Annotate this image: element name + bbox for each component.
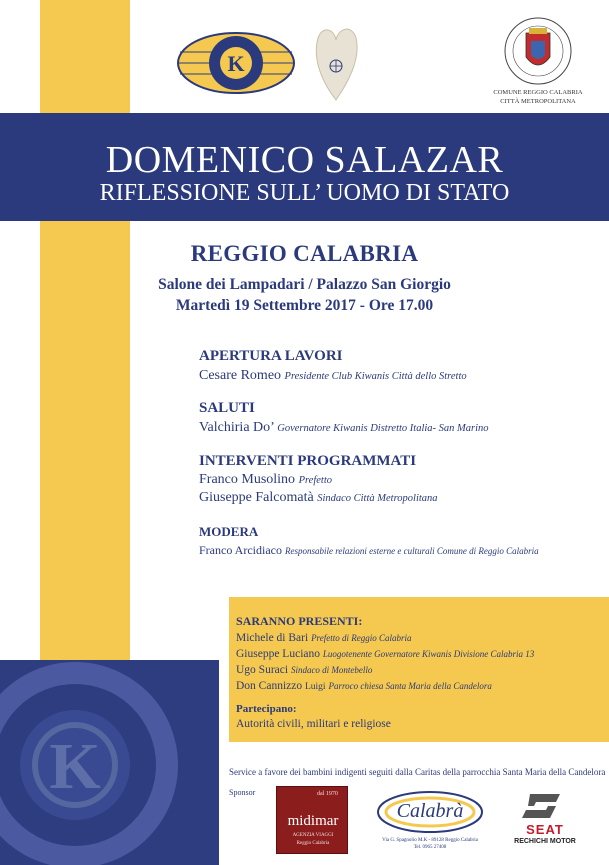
midimar-year: dal 1970 bbox=[317, 791, 338, 797]
person-role: Luogotenente Governatore Kiwanis Divisione Calabria 13 bbox=[322, 649, 535, 659]
heart-logo bbox=[312, 22, 360, 102]
event-city: REGGIO CALABRIA bbox=[190, 241, 419, 266]
presenti-line bbox=[236, 680, 492, 692]
person-role: Responsabile relazioni esterne e culturali Comune di Reggio Calabria bbox=[284, 546, 539, 556]
seat-name: SEAT bbox=[526, 822, 564, 837]
section-heading-modera: MODERA bbox=[199, 524, 259, 539]
person-name: Giuseppe Luciano bbox=[236, 648, 320, 660]
calabra-logo bbox=[376, 786, 484, 856]
calabra-name: Calabrà bbox=[396, 800, 464, 822]
event-title: DOMENICO SALAZAR bbox=[105, 139, 504, 181]
midimar-sub: AGENZIA VIAGGI bbox=[292, 833, 334, 838]
section-heading-apertura: APERTURA LAVORI bbox=[199, 348, 343, 364]
event-subtitle: RIFLESSIONE SULL’ UOMO DI STATO bbox=[99, 180, 510, 206]
person-name: Ugo Suraci bbox=[236, 664, 289, 676]
svg-text:K: K bbox=[227, 51, 245, 76]
seat-dealer: RECHICHI MOTOR bbox=[514, 838, 576, 845]
comune-caption bbox=[478, 88, 598, 106]
person-name: Don Cannizzo bbox=[236, 680, 303, 692]
person-name: Michele di Bari bbox=[236, 632, 309, 644]
partecipano-heading: Partecipano: bbox=[236, 703, 297, 715]
presenti-line bbox=[236, 648, 534, 660]
presenti-line bbox=[236, 664, 372, 676]
person-role: Prefetto di Reggio Calabria bbox=[311, 633, 412, 643]
midimar-logo bbox=[276, 786, 348, 854]
person-role: Governatore Kiwanis Distretto Italia- San Marino bbox=[277, 423, 489, 434]
service-text: Service a favore dei bambini indigenti seguiti dalla Caritas della parrocchia Santa Maria della Candelora bbox=[229, 767, 606, 777]
presenti-line bbox=[236, 632, 411, 644]
program-line bbox=[199, 472, 332, 488]
program-line bbox=[199, 490, 438, 506]
person-role: Sindaco Città Metropolitana bbox=[317, 493, 438, 504]
person-role: Sindaco di Montebello bbox=[290, 665, 373, 675]
calabra-address: Via G. Spagnolio M.K - 89128 Reggio Calabria bbox=[382, 838, 478, 843]
comune-label-2: CITTÀ METROPOLITANA bbox=[500, 98, 576, 105]
event-venue: Salone dei Lampadari / Palazzo San Giorgio bbox=[158, 276, 451, 293]
person-name: Cesare Romeo bbox=[199, 368, 282, 383]
midimar-name: midimar bbox=[287, 813, 339, 829]
midimar-city: Reggio Calabria bbox=[296, 841, 330, 846]
program-line bbox=[199, 420, 489, 436]
program-line bbox=[199, 543, 539, 558]
section-heading-saluti: SALUTI bbox=[199, 400, 255, 416]
person-name: Giuseppe Falcomatà bbox=[199, 490, 314, 505]
person-first-name: Luigi bbox=[304, 682, 326, 692]
person-role: Prefetto bbox=[298, 475, 332, 486]
bottom-kiwanis-panel bbox=[0, 660, 219, 865]
person-name: Valchiria Do’ bbox=[199, 420, 274, 435]
person-name: Franco Musolino bbox=[199, 472, 296, 487]
sponsor-label: Sponsor bbox=[229, 788, 256, 797]
comune-label-1: COMUNE REGGIO CALABRIA bbox=[493, 89, 583, 96]
person-name: Franco Arcidiaco bbox=[199, 543, 282, 557]
program-line bbox=[199, 368, 467, 384]
comune-crest bbox=[503, 15, 573, 87]
seat-logo bbox=[510, 790, 580, 850]
person-role: Presidente Club Kiwanis Città dello Stretto bbox=[284, 371, 467, 382]
calabra-tel: Tel. 0965 27408 bbox=[413, 845, 447, 850]
event-date: Martedì 19 Settembre 2017 - Ore 17.00 bbox=[175, 297, 434, 314]
section-heading-interventi: INTERVENTI PROGRAMMATI bbox=[199, 453, 417, 469]
partecipano-text: Autorità civili, militari e religiose bbox=[236, 718, 391, 730]
kiwanis-logo bbox=[176, 30, 296, 96]
presenti-heading: SARANNO PRESENTI: bbox=[236, 614, 363, 628]
svg-text:K: K bbox=[49, 730, 101, 803]
person-role: Parroco chiesa Santa Maria della Candelora bbox=[328, 681, 492, 691]
